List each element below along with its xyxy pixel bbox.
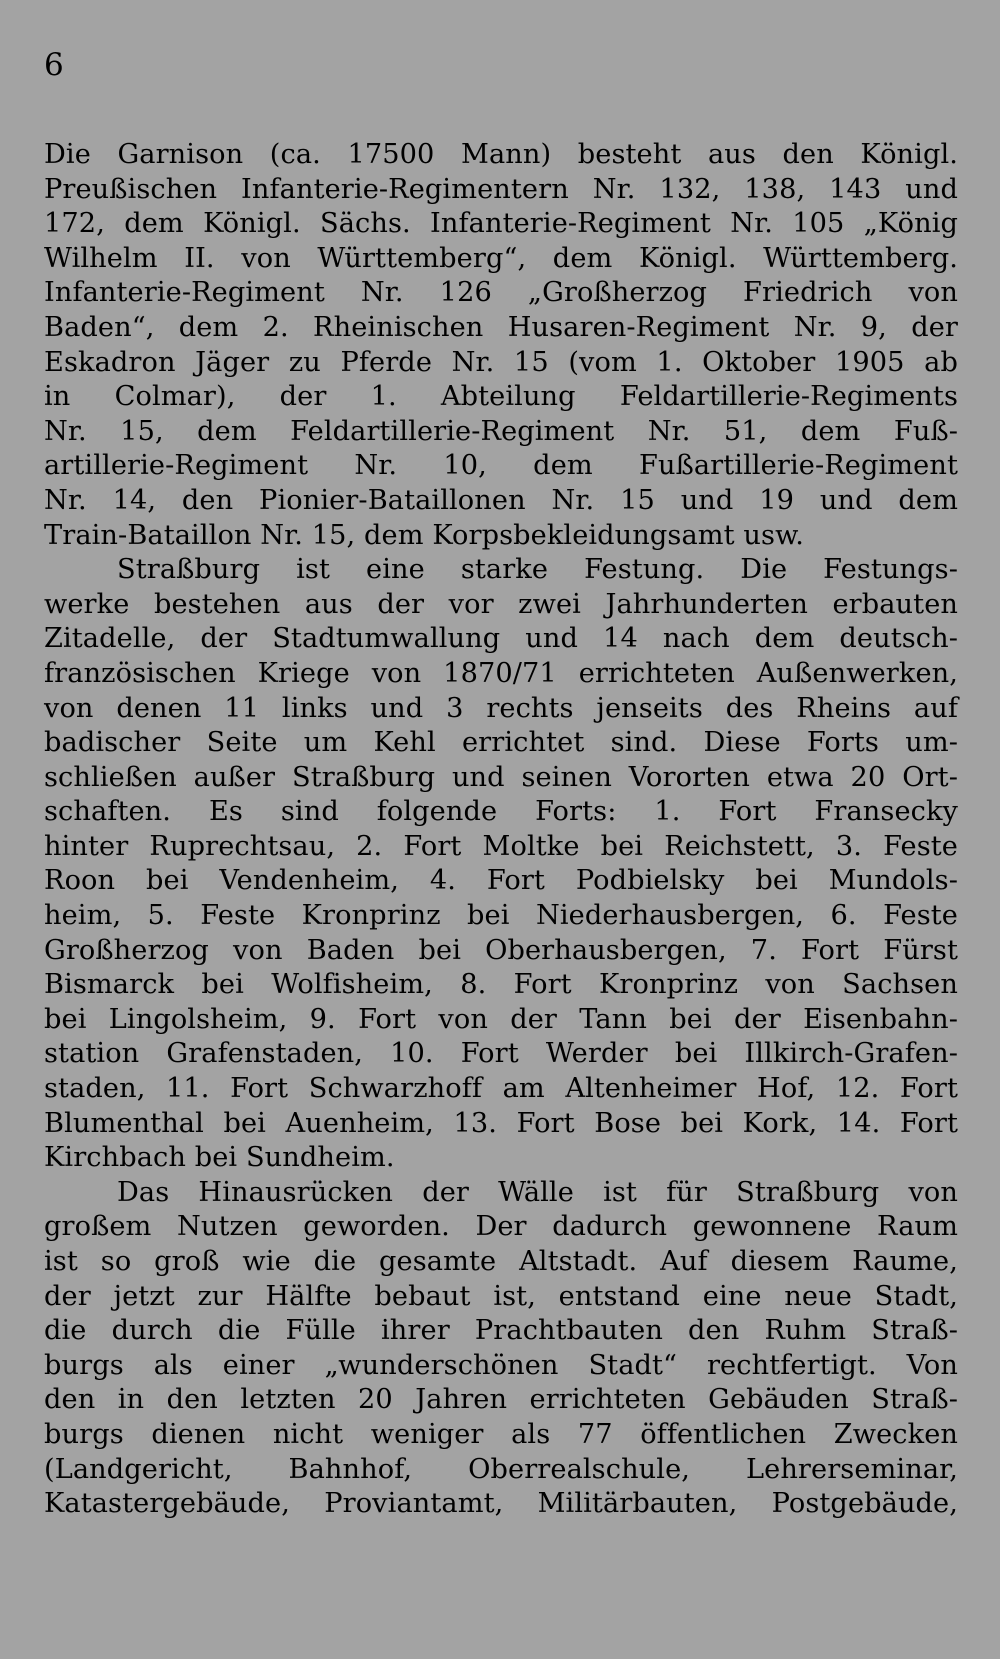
- text-line: Blumenthal bei Auenheim, 13. Fort Bose bei Kork, 14. Fort: [44, 1107, 958, 1139]
- text-line: französischen Kriege von 1870/71 errichteten Außenwerken,: [44, 657, 958, 689]
- text-line: Katastergebäude, Proviantamt, Militärbauten, Postgebäude,: [44, 1488, 958, 1520]
- text-line: Kirchbach bei Sundheim.: [44, 1142, 395, 1174]
- text-line: (Landgericht, Bahnhof, Oberrealschule, Lehrerseminar,: [44, 1453, 958, 1485]
- text-line: schließen außer Straßburg und seinen Vororten etwa 20 Ort-: [44, 761, 958, 793]
- text-line: Großherzog von Baden bei Oberhausbergen, 7. Fort Fürst: [44, 934, 958, 966]
- text-line: station Grafenstaden, 10. Fort Werder bei Illkirch-Grafen-: [44, 1038, 958, 1070]
- text-line: staden, 11. Fort Schwarzhoff am Altenheimer Hof, 12. Fort: [44, 1073, 958, 1105]
- page-number: 6: [44, 47, 64, 83]
- text-line: heim, 5. Feste Kronprinz bei Niederhausbergen, 6. Feste: [44, 900, 958, 932]
- body-text: [44, 138, 958, 1522]
- text-line: ist so groß wie die gesamte Altstadt. Auf diesem Raume,: [44, 1246, 958, 1277]
- text-line: Train-Bataillon Nr. 15, dem Korpsbekleidungsamt usw.: [44, 519, 804, 551]
- text-line: artillerie-Regiment Nr. 10, dem Fußartillerie-Regiment: [44, 450, 958, 482]
- text-line: Wilhelm II. von Württemberg“, dem Königl. Württemberg.: [44, 242, 958, 274]
- text-line: werke bestehen aus der vor zwei Jahrhunderten erbauten: [44, 588, 958, 620]
- text-line: in Colmar), der 1. Abteilung Feldartillerie-Regiments: [44, 381, 958, 413]
- text-line: burgs dienen nicht weniger als 77 öffentlichen Zwecken: [44, 1418, 958, 1450]
- text-line: hinter Ruprechtsau, 2. Fort Moltke bei Reichstett, 3. Feste: [44, 830, 958, 862]
- text-line: Preußischen Infanterie-Regimentern Nr. 132, 138, 143 und: [44, 173, 958, 205]
- text-line: badischer Seite um Kehl errichtet sind. Diese Forts um-: [44, 727, 958, 759]
- text-line: Zitadelle, der Stadtumwallung und 14 nach dem deutsch-: [44, 623, 958, 655]
- text-line: Roon bei Vendenheim, 4. Fort Podbielsky bei Mundols-: [44, 865, 958, 897]
- text-line: Straßburg ist eine starke Festung. Die Festungs-: [117, 554, 958, 586]
- text-line: Die Garnison (ca. 17500 Mann) besteht aus den Königl.: [44, 139, 958, 170]
- text-line: Baden“, dem 2. Rheinischen Husaren-Regiment Nr. 9, der: [44, 311, 958, 343]
- text-line: großem Nutzen geworden. Der dadurch gewonnene Raum: [44, 1211, 958, 1243]
- text-line: schaften. Es sind folgende Forts: 1. Fort Fransecky: [44, 796, 958, 828]
- text-line: burgs als einer „wunderschönen Stadt“ rechtfertigt. Von: [44, 1349, 958, 1381]
- text-line: 172, dem Königl. Sächs. Infanterie-Regiment Nr. 105 „König: [44, 208, 958, 240]
- text-line: Das Hinausrücken der Wälle ist für Straßburg von: [117, 1176, 958, 1208]
- text-line: von denen 11 links und 3 rechts jenseits des Rheins auf: [44, 692, 958, 724]
- text-line: Nr. 15, dem Feldartillerie-Regiment Nr. 51, dem Fuß-: [44, 415, 958, 447]
- text-line: bei Lingolsheim, 9. Fort von der Tann bei der Eisenbahn-: [44, 1003, 958, 1035]
- text-line: Nr. 14, den Pionier-Bataillonen Nr. 15 und 19 und dem: [44, 484, 958, 516]
- text-line: der jetzt zur Hälfte bebaut ist, entstand eine neue Stadt,: [44, 1280, 958, 1312]
- text-line: Infanterie-Regiment Nr. 126 „Großherzog Friedrich von: [44, 277, 958, 309]
- text-line: den in den letzten 20 Jahren errichteten Gebäuden Straß-: [44, 1384, 958, 1416]
- text-line: die durch die Fülle ihrer Prachtbauten den Ruhm Straß-: [44, 1315, 958, 1347]
- text-line: Bismarck bei Wolfisheim, 8. Fort Kronprinz von Sachsen: [44, 969, 958, 1001]
- text-line: Eskadron Jäger zu Pferde Nr. 15 (vom 1. Oktober 1905 ab: [44, 346, 958, 378]
